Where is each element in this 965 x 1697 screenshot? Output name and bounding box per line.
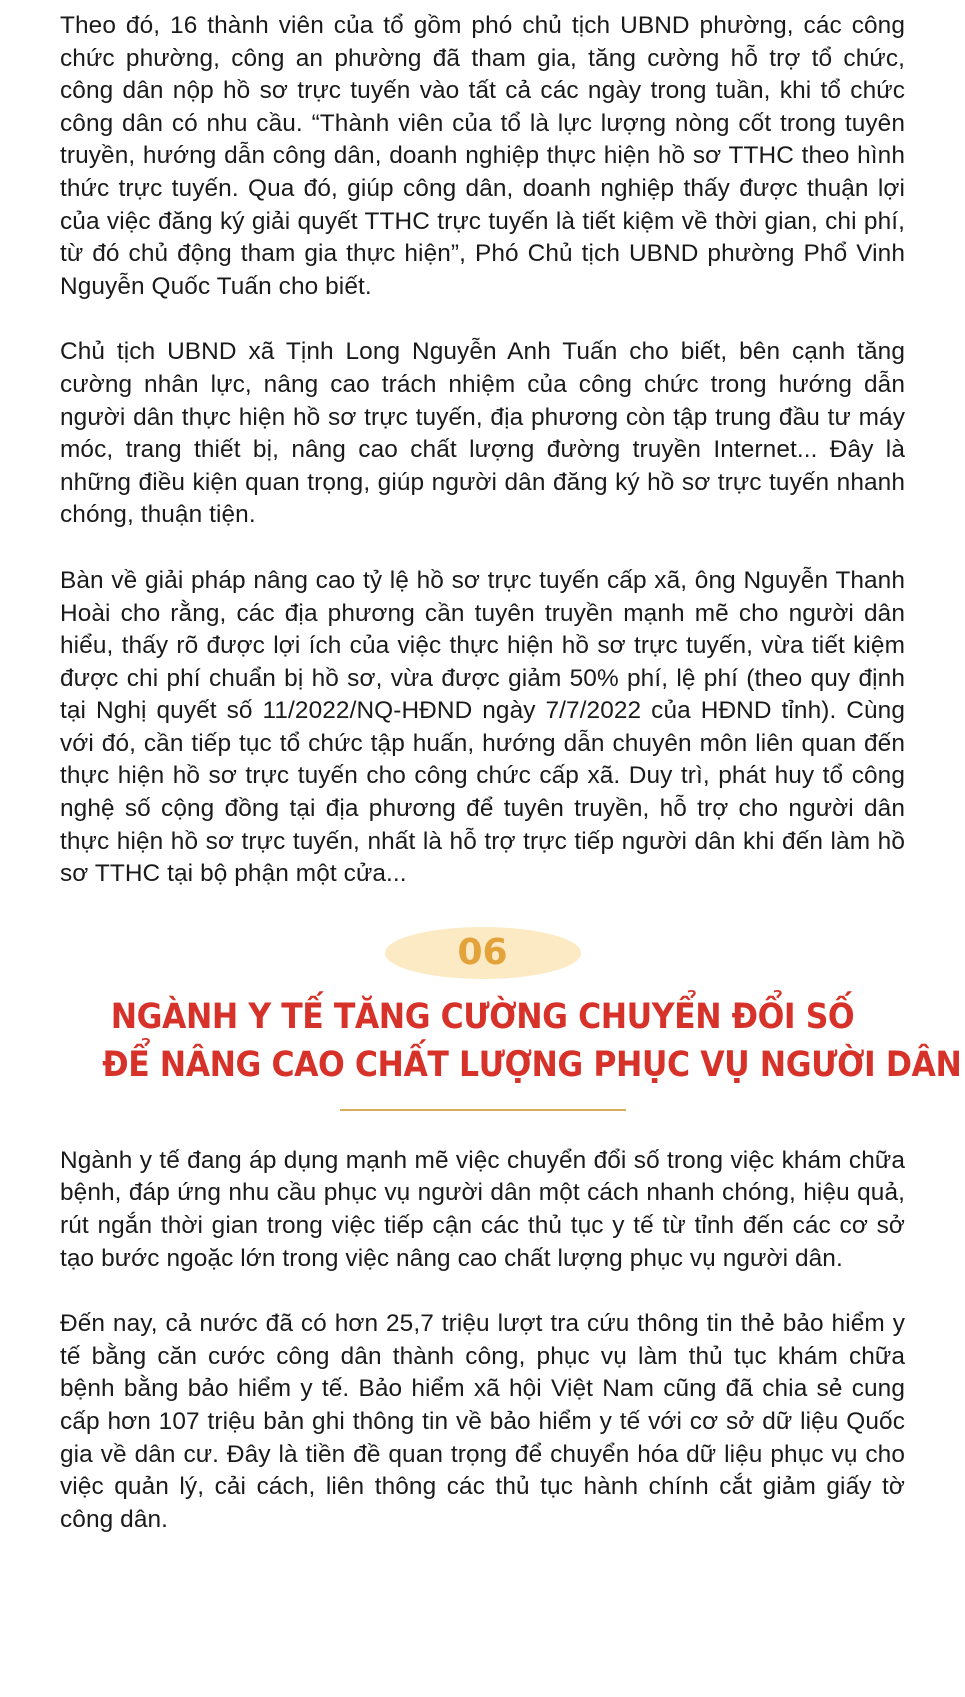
section-header [60,927,962,1111]
section-number-badge: 06 [385,927,581,979]
section-divider [340,1109,626,1111]
body-paragraph: Bàn về giải pháp nâng cao tỷ lệ hồ sơ trực tuyến cấp xã, ông Nguyễn Thanh Hoài cho rằng, các địa phương cần tuyên truyền mạnh mẽ cho người dân hiểu, thấy rõ được lợi ích của việc thực hiện hồ sơ trực tuyến, vừa tiết kiệm được chi phí chuẩn bị hồ sơ, vừa được giảm 50% phí, lệ phí (theo quy định tại Nghị quyết số 11/2022/NQ-HĐND ngày 7/7/2022 của HĐND tỉnh). Cùng với đó, cần tiếp tục tổ chức tập huấn, hướng dẫn chuyên môn liên quan đến thực hiện hồ sơ trực tuyến cho công chức cấp xã. Duy trì, phát huy tổ công nghệ số cộng đồng tại địa phương để tuyên truyền, hỗ trợ cho người dân thực hiện hồ sơ trực tuyến, nhất là hỗ trợ trực tiếp người dân khi đến làm hồ sơ TTHC tại bộ phận một cửa... [60,566,905,888]
section-title-line: ĐỂ NÂNG CAO CHẤT LƯỢNG PHỤC VỤ NGƯỜI DÂN [102,1044,962,1085]
section-title-line: NGÀNH Y TẾ TĂNG CƯỜNG CHUYỂN ĐỔI SỐ [110,996,855,1037]
article-body [60,10,962,1536]
body-paragraph: Đến nay, cả nước đã có hơn 25,7 triệu lượt tra cứu thông tin thẻ bảo hiểm y tế bằng căn cước công dân thành công, phục vụ làm thủ tục khám chữa bệnh bằng bảo hiểm y tế. Bảo hiểm xã hội Việt Nam cũng đã chia sẻ cung cấp hơn 107 triệu bản ghi thông tin về bảo hiểm y tế với cơ sở dữ liệu Quốc gia về dân cư. Đây là tiền đề quan trọng để chuyển hóa dữ liệu phục vụ cho việc quản lý, cải cách, liên thông các thủ tục hành chính cắt giảm giấy tờ công dân. [60,1310,905,1533]
body-paragraph: Theo đó, 16 thành viên của tổ gồm phó chủ tịch UBND phường, các công chức phường, công an phường đã tham gia, tăng cường hỗ trợ tổ chức, công dân nộp hồ sơ trực tuyến vào tất cả các ngày trong tuần, khi tổ chức công dân có nhu cầu. “Thành viên của tổ là lực lượng nòng cốt trong tuyên truyền, hướng dẫn công dân, doanh nghiệp thực hiện hồ sơ TTHC theo hình thức trực tuyến. Qua đó, giúp công dân, doanh nghiệp thấy được thuận lợi của việc đăng ký giải quyết TTHC trực tuyến là tiết kiệm về thời gian, chi phí, từ đó chủ động tham gia thực hiện”, Phó Chủ tịch UBND phường Phổ Vinh Nguyễn Quốc Tuấn cho biết. [60,12,905,300]
section-title [102,993,962,1089]
body-paragraph: Ngành y tế đang áp dụng mạnh mẽ việc chuyển đổi số trong việc khám chữa bệnh, đáp ứng nhu cầu phục vụ người dân một cách nhanh chóng, hiệu quả, rút ngắn thời gian trong việc tiếp cận các thủ tục y tế từ tỉnh đến các cơ sở tạo bước ngoặc lớn trong việc nâng cao chất lượng phục vụ người dân. [60,1146,905,1272]
body-paragraph: Chủ tịch UBND xã Tịnh Long Nguyễn Anh Tuấn cho biết, bên cạnh tăng cường nhân lực, nâng cao trách nhiệm của công chức trong hướng dẫn người dân thực hiện hồ sơ trực tuyến, địa phương còn tập trung đầu tư máy móc, trang thiết bị, nâng cao chất lượng đường truyền Internet... Đây là những điều kiện quan trọng, giúp người dân đăng ký hồ sơ trực tuyến nhanh chóng, thuận tiện. [60,338,905,529]
